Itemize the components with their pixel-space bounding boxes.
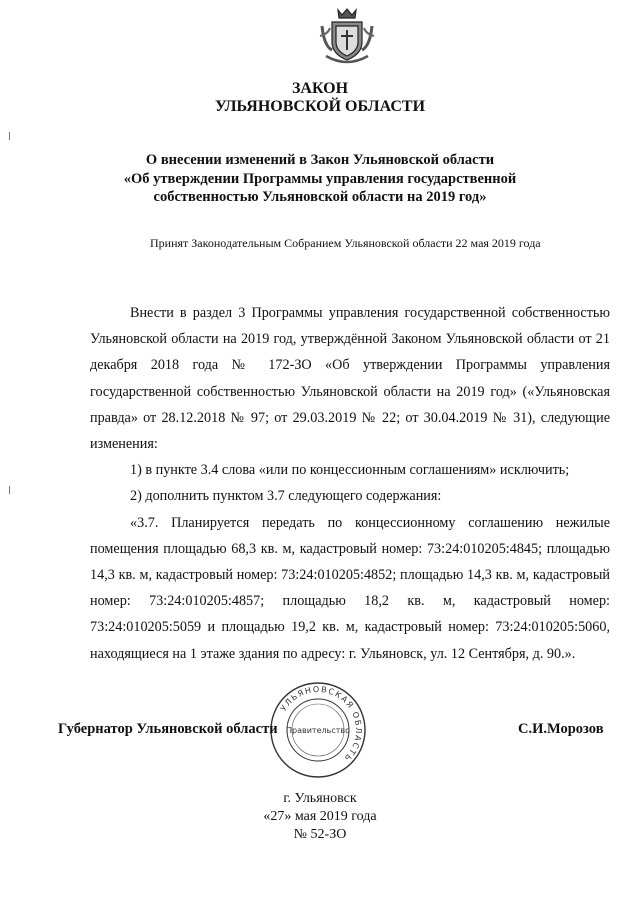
document-type: ЗАКОН — [291, 80, 349, 97]
official-seal-icon — [268, 680, 368, 780]
seal-outer-text: УЛЬЯНОВСКАЯ ОБЛАСТЬ — [278, 684, 364, 764]
subject-line-1: О внесении изменений в Закон Ульяновской области — [145, 152, 495, 168]
law-body — [90, 300, 610, 667]
seal-center-text: Правительство — [286, 726, 350, 735]
signatory-position: Губернатор Ульяновской области — [58, 721, 278, 737]
amendment-item-2: 2) дополнить пунктом 3.7 следующего содержания: — [130, 488, 442, 505]
margin-mark — [9, 486, 13, 494]
document-region: УЛЬЯНОВСКОЙ ОБЛАСТИ — [214, 98, 426, 115]
subject-line-2: «Об утверждении Программы управления государственной — [123, 170, 517, 187]
margin-mark — [9, 132, 13, 140]
signatory-name: С.И.Морозов — [518, 721, 604, 737]
clause-3-7: «3.7. Планируется передать по концессионному соглашению нежилые помещения площадью 68,3 кв. м, кадастровый номер: 73:24:010205:4845; площадью 14,3 кв. м, кадастровый номер: 73:24:010205:4852; площадью 14,3 кв. м, кадастровый номер: 73:24:010205:4857; площадью 18,2 кв. м, кадастровый номер: 73:24:010205:5059 и площадью 19,2 кв. м, кадастровый номер: 73:24:010205:5060, находящиеся на 1 этаже здания по адресу: г. Ульяновск, ул. 12 Сентября, д. 90.». — [90, 514, 610, 662]
law-number: № 52-ЗО — [293, 827, 347, 842]
subject-line-3: собственностью Ульяновской области на 2019 год» — [153, 189, 487, 205]
amendment-item-1: 1) в пункте 3.4 слова «или по концессионным соглашениям» исключить; — [130, 462, 570, 479]
signing-date: «27» мая 2019 года — [263, 809, 377, 824]
city: г. Ульяновск — [283, 791, 357, 806]
adoption-note: Принят Законодательным Собранием Ульяновской области 22 мая 2019 года — [150, 236, 541, 250]
amendment-paragraph: Внести в раздел 3 Программы управления государственной собственностью Ульяновской области на 2019 год, утверждённой Законом Ульяновской области от 21 декабря 2018 года № 172-ЗО «Об утверждении Программы управления государственной собственностью Ульяновской области на 2019 год» («Ульяновская правда» от 28.12.2018 № 97; от 29.03.2019 № 22; от 30.04.2019 № 31), следующие изменения: — [90, 305, 610, 453]
coat-of-arms-icon — [318, 6, 376, 68]
